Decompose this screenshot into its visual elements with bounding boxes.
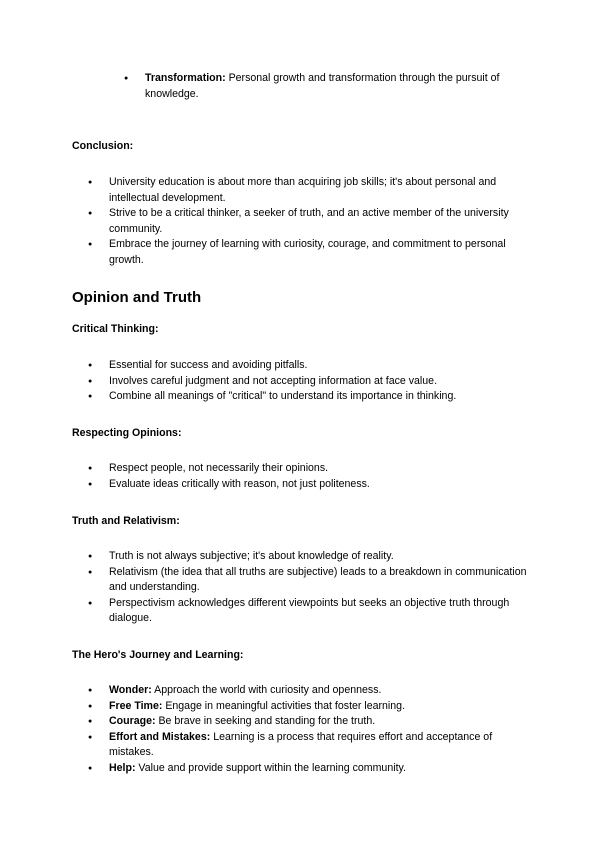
list-item-text: Engage in meaningful activities that foster learning. xyxy=(162,699,406,712)
top-nested-list xyxy=(145,71,530,102)
heros-journey-list xyxy=(109,683,529,776)
conclusion-list xyxy=(109,175,529,268)
list-item: ● Truth is not always subjective; it's about knowledge of reality. xyxy=(109,549,529,565)
list-item-term: Transformation: xyxy=(145,72,226,84)
list-item: ● Evaluate ideas critically with reason, not just politeness. xyxy=(109,477,529,493)
heros-journey-heading: The Hero's Journey and Learning: xyxy=(72,649,244,661)
list-item: ● Embrace the journey of learning with curiosity, courage, and commitment to personal growth. xyxy=(109,237,529,268)
list-item-text: Personal growth and transformation through the pursuit of knowledge. xyxy=(145,72,500,100)
list-item: ● Respect people, not necessarily their opinions. xyxy=(109,461,529,477)
list-item-term: Wonder: xyxy=(109,684,152,696)
list-item-term: Help: xyxy=(109,761,136,774)
respecting-opinions-heading: Respecting Opinions: xyxy=(72,427,182,439)
list-item: ● University education is about more than acquiring job skills; it's about personal and intellectual development. xyxy=(109,175,529,206)
list-item xyxy=(109,699,529,715)
respecting-opinions-list xyxy=(109,461,529,492)
list-item-text: Value and provide support within the learning community. xyxy=(135,761,406,774)
list-item-term: Free Time: xyxy=(109,699,163,712)
list-item-term: Effort and Mistakes: xyxy=(109,730,211,743)
list-item: ● Involves careful judgment and not accepting information at face value. xyxy=(109,374,529,390)
list-item: ● Essential for success and avoiding pitfalls. xyxy=(109,358,529,374)
truth-relativism-heading: Truth and Relativism: xyxy=(72,515,180,527)
section-title: Opinion and Truth xyxy=(72,289,202,306)
list-item xyxy=(109,714,529,730)
conclusion-heading: Conclusion: xyxy=(72,140,134,152)
list-item: ● Combine all meanings of "critical" to understand its importance in thinking. xyxy=(109,389,529,405)
critical-thinking-list xyxy=(109,358,529,405)
list-item-term: Courage: xyxy=(109,715,156,727)
list-item: ● Relativism (the idea that all truths are subjective) leads to a breakdown in communication and understanding. xyxy=(109,565,529,596)
critical-thinking-heading: Critical Thinking: xyxy=(72,323,159,335)
list-item: ● Perspectivism acknowledges different viewpoints but seeks an objective truth through dialogue. xyxy=(109,596,529,627)
list-item-text: Be brave in seeking and standing for the truth. xyxy=(155,715,376,727)
truth-relativism-list xyxy=(109,549,529,627)
list-item-text: Learning is a process that requires effort and acceptance of mistakes. xyxy=(109,730,493,758)
list-item xyxy=(145,71,530,102)
list-item xyxy=(109,761,529,777)
list-item xyxy=(109,683,529,699)
list-item xyxy=(109,730,529,761)
list-item: ● Strive to be a critical thinker, a seeker of truth, and an active member of the university community. xyxy=(109,206,529,237)
list-item-text: Approach the world with curiosity and openness. xyxy=(151,684,382,696)
